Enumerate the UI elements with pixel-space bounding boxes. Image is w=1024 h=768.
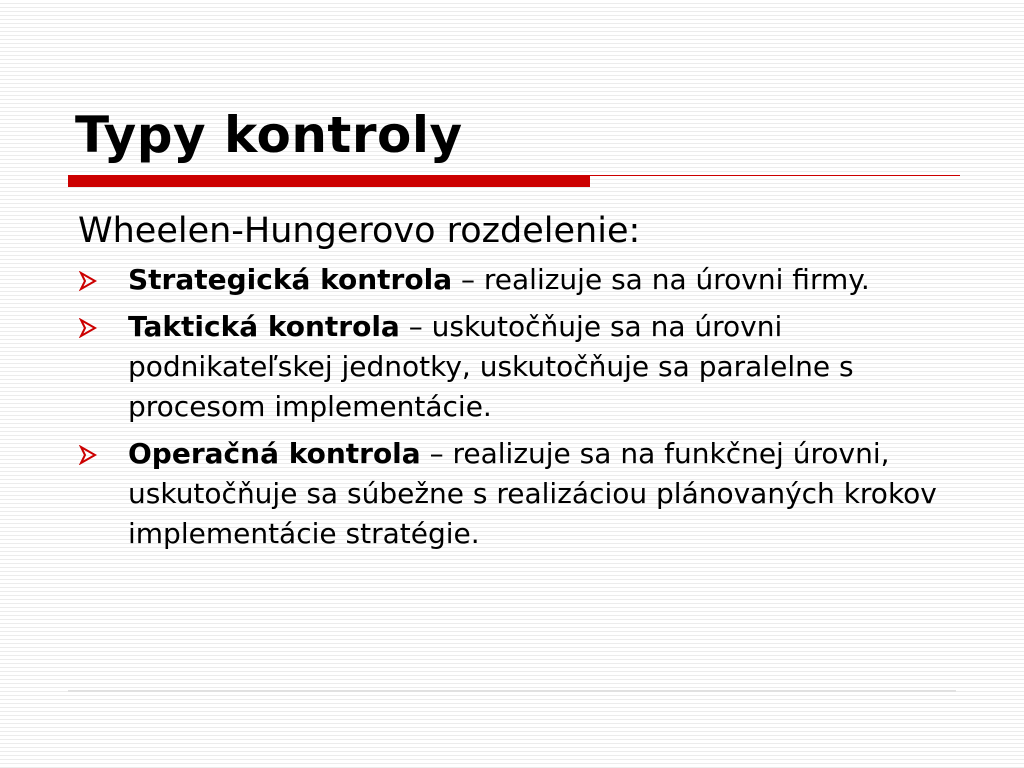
chevron-arrow-icon — [78, 271, 98, 291]
bullet-term: Taktická kontrola — [128, 310, 400, 343]
bullet-list — [78, 260, 958, 554]
intro-text: Wheelen-Hungerovo rozdelenie: — [78, 211, 641, 251]
bullet-term: Operačná kontrola — [128, 437, 421, 470]
bullet-text: – uskutočňuje sa na úrovni podnikateľskej jednotky, uskutočňuje sa paralelne s procesom implementácie. — [128, 310, 854, 423]
chevron-arrow-icon — [78, 445, 98, 465]
bullet-text: – realizuje sa na úrovni firmy. — [452, 263, 870, 296]
footer-divider — [68, 690, 956, 692]
title-underline-thin — [590, 175, 960, 176]
bullet-item — [78, 434, 958, 554]
bullet-term: Strategická kontrola — [128, 263, 453, 296]
title-underline-thick — [68, 175, 590, 187]
slide-body — [78, 206, 958, 561]
slide-title: Typy kontroly — [75, 106, 463, 164]
bullet-text: – realizuje sa na funkčnej úrovni, uskutočňuje sa súbežne s realizáciou plánovaných krokov implementácie stratégie. — [128, 437, 937, 550]
chevron-arrow-icon — [78, 318, 98, 338]
bullet-item — [78, 307, 958, 427]
bullet-item — [78, 260, 958, 300]
